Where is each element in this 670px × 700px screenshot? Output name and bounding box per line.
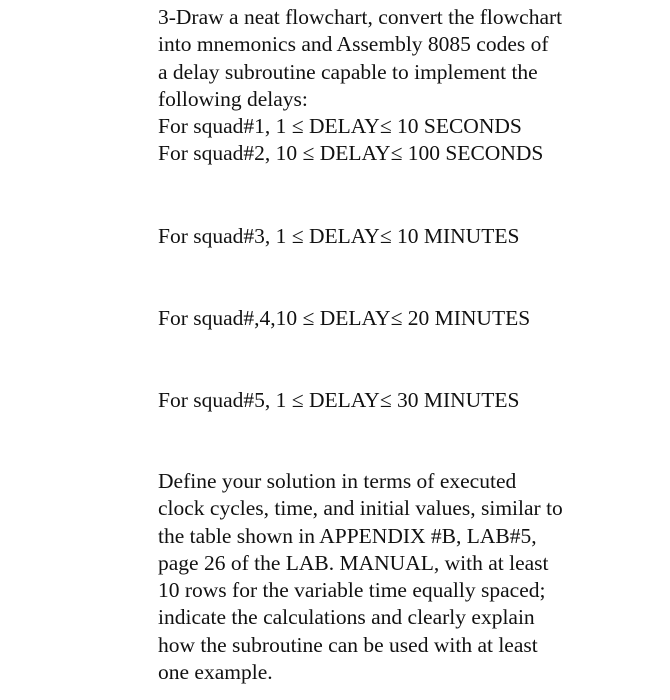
intro-line-3: a delay subroutine capable to implement the <box>158 59 538 84</box>
define-line-5: 10 rows for the variable time equally spaced; <box>158 578 546 603</box>
define-line-4: page 26 of the LAB. MANUAL, with at least <box>158 550 549 575</box>
define-line-6: indicate the calculations and clearly explain <box>158 605 535 630</box>
intro-line-2: into mnemonics and Assembly 8085 codes of <box>158 32 549 57</box>
intro-line-4: following delays: <box>158 86 308 111</box>
squad1-delay-line: For squad#1, 1 ≤ DELAY≤ 10 SECONDS <box>158 114 522 139</box>
define-line-7: how the subroutine can be used with at least <box>158 632 538 657</box>
define-line-2: clock cycles, time, and initial values, similar to <box>158 496 563 521</box>
squad4-delay-line: For squad#,4,10 ≤ DELAY≤ 20 MINUTES <box>158 306 531 330</box>
define-line-3: the table shown in APPENDIX #B, LAB#5, <box>158 523 537 548</box>
intro-line-1: 3-Draw a neat flowchart, convert the flowchart <box>158 5 563 29</box>
define-line-1: Define your solution in terms of executed <box>158 469 517 493</box>
squad5-delay-line: For squad#5, 1 ≤ DELAY≤ 30 MINUTES <box>158 388 520 412</box>
squad2-delay-line: For squad#2, 10 ≤ DELAY≤ 100 SECONDS <box>158 141 544 166</box>
question-intro-paragraph <box>158 4 562 168</box>
solution-instructions-paragraph <box>158 468 563 686</box>
squad3-delay-line: For squad#3, 1 ≤ DELAY≤ 10 MINUTES <box>158 224 520 248</box>
define-line-8: one example. <box>158 660 273 685</box>
